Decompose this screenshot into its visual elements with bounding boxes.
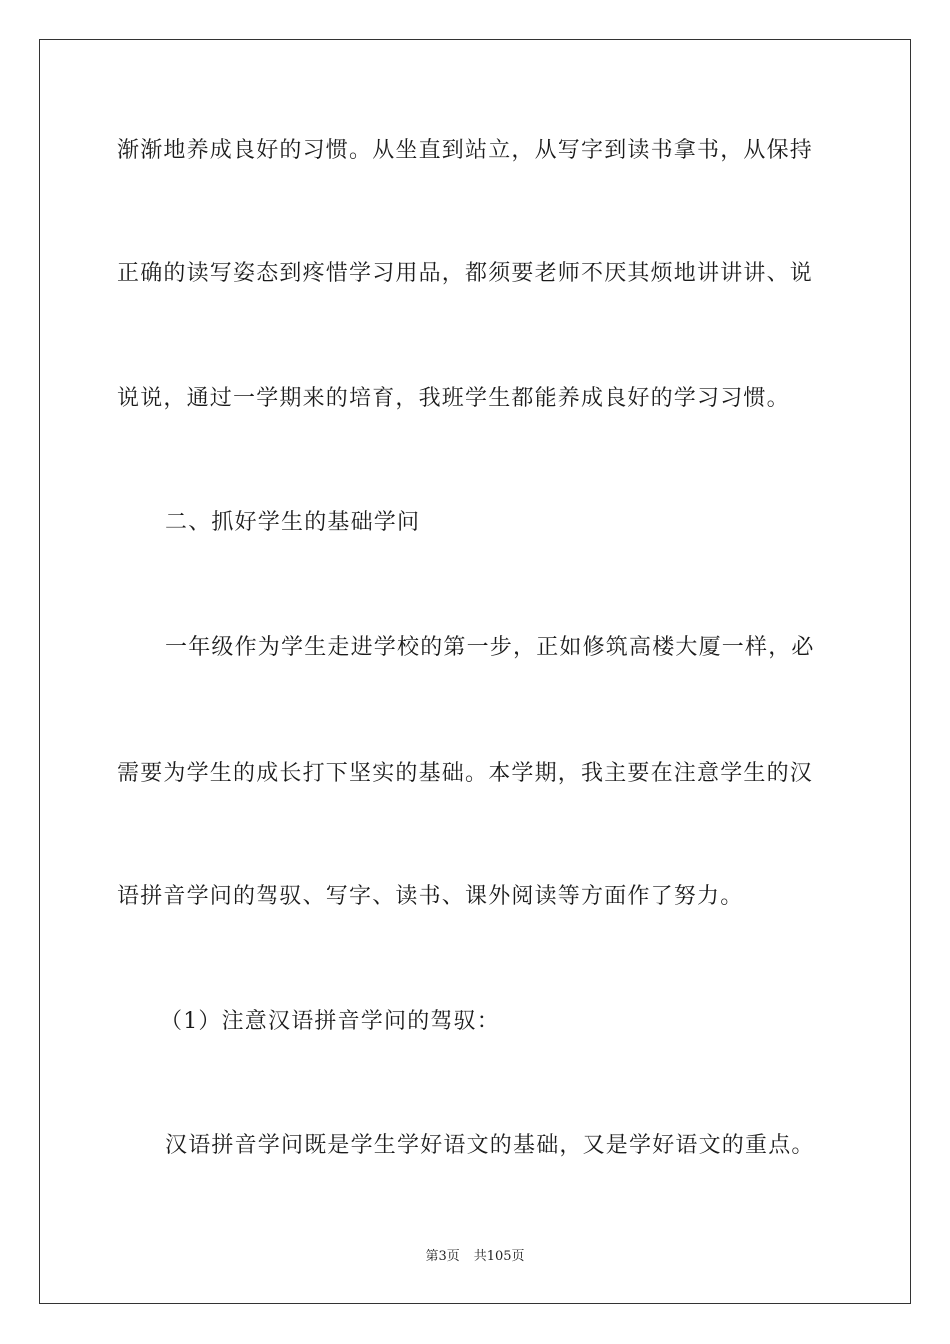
body-line-5: 一年级作为学生走进学校的第一步，正如修筑高楼大厦一样，必 — [165, 635, 815, 660]
body-line-9: 汉语拼音学问既是学生学好语文的基础，又是学好语文的重点。 — [165, 1133, 815, 1158]
body-line-3: 说说，通过一学期来的培育，我班学生都能养成良好的学习习惯。 — [117, 386, 790, 411]
section-heading: 二、抓好学生的基础学问 — [165, 510, 421, 535]
body-line-2: 正确的读写姿态到疼惜学习用品，都须要老师不厌其烦地讲讲讲、说 — [117, 261, 814, 286]
page-border — [39, 39, 911, 1304]
body-line-6: 需要为学生的成长打下坚实的基础。本学期，我主要在注意学生的汉 — [117, 761, 814, 786]
body-line-1: 渐渐地养成良好的习惯。从坐直到站立，从写字到读书拿书，从保持 — [117, 138, 814, 163]
subsection-heading: （1）注意汉语拼音学问的驾驭： — [160, 1009, 500, 1034]
body-line-7: 语拼音学问的驾驭、写字、读书、课外阅读等方面作了努力。 — [117, 884, 744, 909]
page-total: 共105页 — [473, 1249, 525, 1264]
page-number: 第3页 — [425, 1249, 460, 1264]
page-footer — [0, 1248, 950, 1266]
